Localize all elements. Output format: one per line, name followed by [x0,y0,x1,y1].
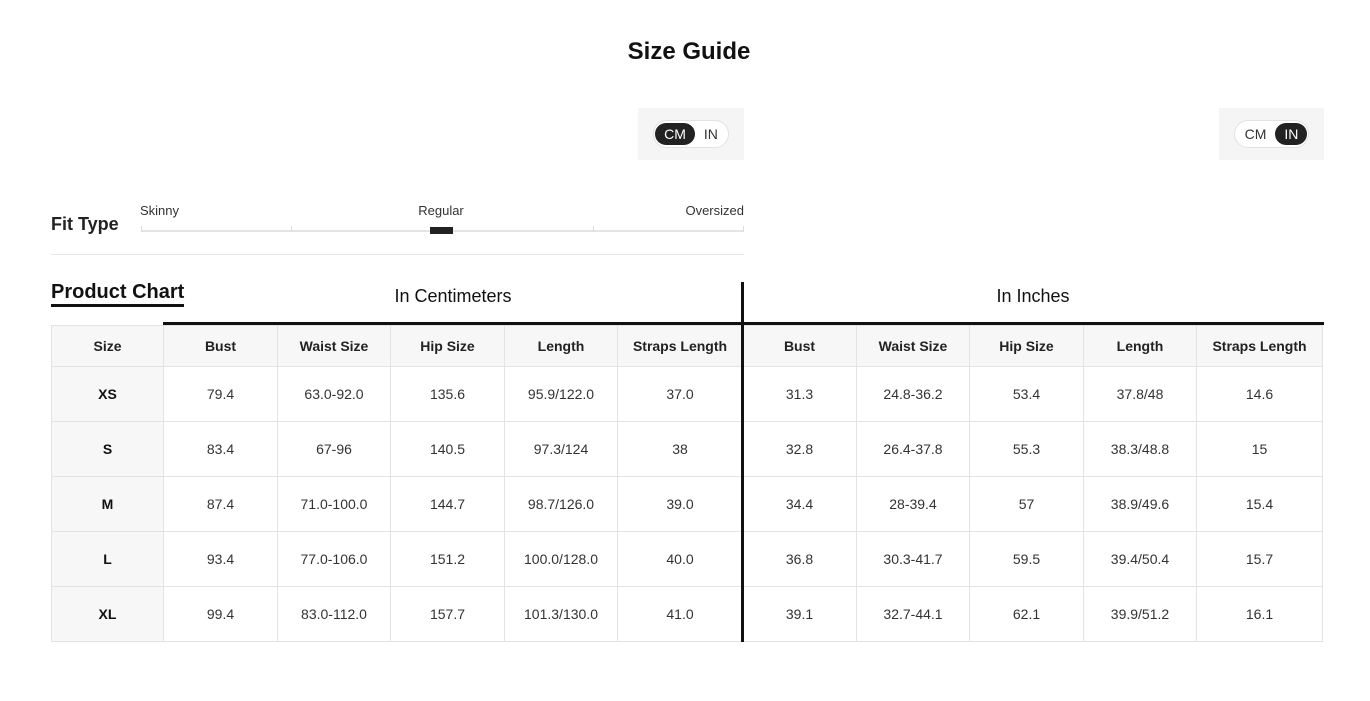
table-cell: 59.5 [970,532,1084,587]
table-cell: 87.4 [164,477,278,532]
table-cell: 83.0-112.0 [278,587,391,642]
size-chart-table [51,325,1323,642]
table-cell: 67-96 [278,422,391,477]
table-cell: 37.8/48 [1084,367,1197,422]
units-divider [741,282,744,642]
centimeters-group-title: In Centimeters [394,286,512,306]
unit-option-cm[interactable]: CM [1244,126,1267,142]
table-cell: 15 [1197,422,1323,477]
table-cell: 38.9/49.6 [1084,477,1197,532]
header-cm-hip-size: Hip Size [391,326,505,367]
table-cell: 38.3/48.8 [1084,422,1197,477]
unit-toggle-panel-cm [638,108,744,160]
table-cell: 95.9/122.0 [505,367,618,422]
table-cell: 39.9/51.2 [1084,587,1197,642]
table-cell: 135.6 [391,367,505,422]
table-cell: 38 [618,422,743,477]
header-cm-waist-size: Waist Size [278,326,391,367]
size-cell: XL [52,587,164,642]
table-cell: 31.3 [743,367,857,422]
table-cell: 144.7 [391,477,505,532]
table-row [52,532,1323,587]
table-cell: 140.5 [391,422,505,477]
table-cell: 40.0 [618,532,743,587]
table-cell: 34.4 [743,477,857,532]
table-cell: 93.4 [164,532,278,587]
header-in-waist-size: Waist Size [857,326,970,367]
table-row [52,367,1323,422]
table-cell: 15.7 [1197,532,1323,587]
table-cell: 53.4 [970,367,1084,422]
table-cell: 77.0-106.0 [278,532,391,587]
table-cell: 15.4 [1197,477,1323,532]
table-cell: 71.0-100.0 [278,477,391,532]
table-cell: 97.3/124 [505,422,618,477]
table-cell: 55.3 [970,422,1084,477]
table-cell: 41.0 [618,587,743,642]
table-cell: 151.2 [391,532,505,587]
fit-scale-tick [291,226,292,232]
table-cell: 63.0-92.0 [278,367,391,422]
table-cell: 83.4 [164,422,278,477]
table-cell: 28-39.4 [857,477,970,532]
table-cell: 98.7/126.0 [505,477,618,532]
table-cell: 101.3/130.0 [505,587,618,642]
table-header-row [52,326,1323,367]
table-cell: 24.8-36.2 [857,367,970,422]
table-cell: 157.7 [391,587,505,642]
table-cell: 100.0/128.0 [505,532,618,587]
unit-option-in[interactable]: IN [703,126,718,142]
table-row [52,587,1323,642]
table-row [52,422,1323,477]
fit-scale-marker [430,227,453,234]
table-cell: 99.4 [164,587,278,642]
fit-scale-label-regular: Regular [418,203,464,218]
unit-toggle [1234,120,1310,148]
size-cell: L [52,532,164,587]
table-cell: 39.1 [743,587,857,642]
size-cell: S [52,422,164,477]
size-cell: XS [52,367,164,422]
unit-toggle-panel-in [1219,108,1324,160]
table-cell: 26.4-37.8 [857,422,970,477]
header-size: Size [52,326,164,367]
header-in-hip-size: Hip Size [970,326,1084,367]
table-row [52,477,1323,532]
fit-scale-tick [593,226,594,232]
header-in-length: Length [1084,326,1197,367]
table-cell: 57 [970,477,1084,532]
table-cell: 30.3-41.7 [857,532,970,587]
fit-scale-tick [141,226,142,232]
inches-group-title: In Inches [996,286,1070,306]
header-cm-length: Length [505,326,618,367]
page-title: Size Guide [627,38,751,65]
table-cell: 32.7-44.1 [857,587,970,642]
section-divider [51,254,744,255]
fit-type-label: Fit Type [51,214,119,234]
product-chart-title: Product Chart [51,281,184,307]
fit-type-scale [141,200,744,240]
unit-option-cm[interactable]: CM [655,123,695,145]
table-cell: 14.6 [1197,367,1323,422]
header-cm-straps-length: Straps Length [618,326,743,367]
header-in-straps-length: Straps Length [1197,326,1323,367]
fit-scale-label-skinny: Skinny [140,203,180,218]
header-cm-bust: Bust [164,326,278,367]
table-cell: 39.0 [618,477,743,532]
table-cell: 16.1 [1197,587,1323,642]
table-cell: 62.1 [970,587,1084,642]
unit-toggle [653,120,729,148]
unit-option-in[interactable]: IN [1275,123,1307,145]
header-in-bust: Bust [743,326,857,367]
fit-scale-tick [743,226,744,232]
fit-scale-label-oversized: Oversized [685,203,744,218]
table-cell: 32.8 [743,422,857,477]
table-cell: 79.4 [164,367,278,422]
table-cell: 39.4/50.4 [1084,532,1197,587]
table-cell: 36.8 [743,532,857,587]
table-cell: 37.0 [618,367,743,422]
size-cell: M [52,477,164,532]
